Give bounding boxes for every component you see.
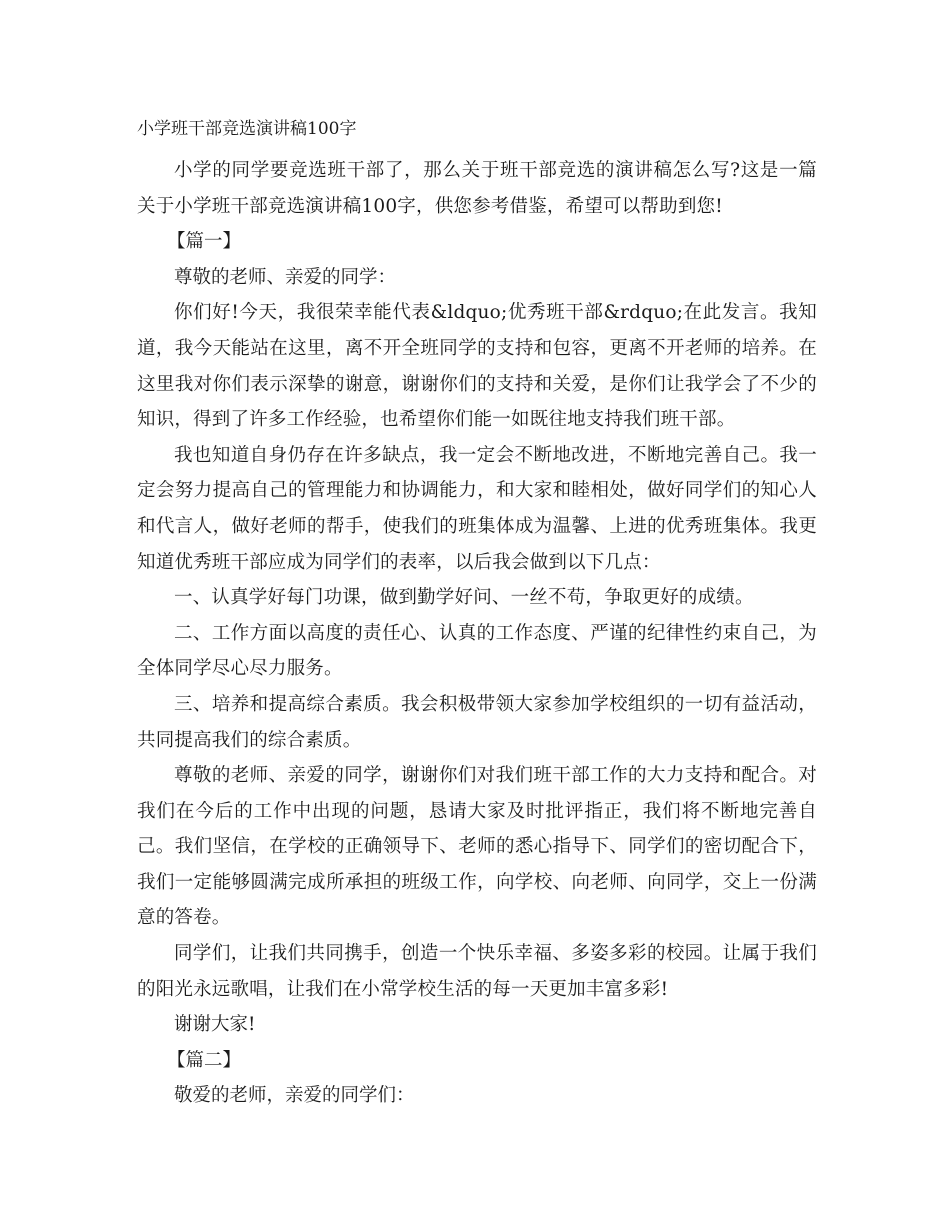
list-item-2: 二、工作方面以高度的责任心、认真的工作态度、严谨的纪律性约束自己，为全体同学尽心尽力服务。 <box>137 622 817 680</box>
section-1-greeting: 尊敬的老师、亲爱的同学： <box>174 266 397 288</box>
list-item-3: 三、培养和提高综合素质。我会积极带领大家参加学校组织的一切有益活动，共同提高我们的综合素质。 <box>137 693 817 751</box>
body-paragraph: 你们好!今天，我很荣幸能代表&ldquo;优秀班干部&rdquo;在此发言。我知道，我今天能站在这里，离不开全班同学的支持和包容，更离不开老师的培养。在这里我对你们表示深挚的谢意，谢谢你们的支持和关爱，是你们让我学会了不少的知识，得到了许多工作经验，也希望你们能一如既往地支持我们班干部。 <box>137 302 817 431</box>
list-item-1: 一、认真学好每门功课，做到勤学好问、一丝不苟，争取更好的成绩。 <box>174 587 754 609</box>
section-1-closing: 谢谢大家! <box>174 1014 256 1036</box>
body-paragraph: 同学们，让我们共同携手，创造一个快乐幸福、多姿多彩的校园。让属于我们的阳光永远歌唱，让我们在小常学校生活的每一天更加丰富多彩! <box>137 943 817 1000</box>
section-2-greeting: 敬爱的老师，亲爱的同学们： <box>174 1085 415 1107</box>
section-heading-1: 【篇一】 <box>167 231 242 253</box>
intro-paragraph: 小学的同学要竞选班干部了，那么关于班干部竞选的演讲稿怎么写?这是一篇关于小学班干部竞选演讲稿100字，供您参考借鉴，希望可以帮助到您! <box>137 160 817 217</box>
document-title: 小学班干部竞选演讲稿100字 <box>137 119 357 139</box>
document-body <box>137 153 817 1114</box>
body-paragraph: 尊敬的老师、亲爱的同学，谢谢你们对我们班干部工作的大力支持和配合。对我们在今后的工作中出现的问题，恳请大家及时批评指正，我们将不断地完善自己。我们坚信，在学校的正确领导下、老师的悉心指导下、同学们的密切配合下，我们一定能够圆满完成所承担的班级工作，向学校、向老师、向同学，交上一份满意的答卷。 <box>137 765 817 929</box>
body-paragraph: 我也知道自身仍存在许多缺点，我一定会不断地改进，不断地完善自己。我一定会努力提高自己的管理能力和协调能力，和大家和睦相处，做好同学们的知心人和代言人，做好老师的帮手，使我们的班集体成为温馨、上进的优秀班集体。我更知道优秀班干部应成为同学们的表率，以后我会做到以下几点： <box>137 444 817 573</box>
section-heading-2: 【篇二】 <box>167 1049 242 1071</box>
